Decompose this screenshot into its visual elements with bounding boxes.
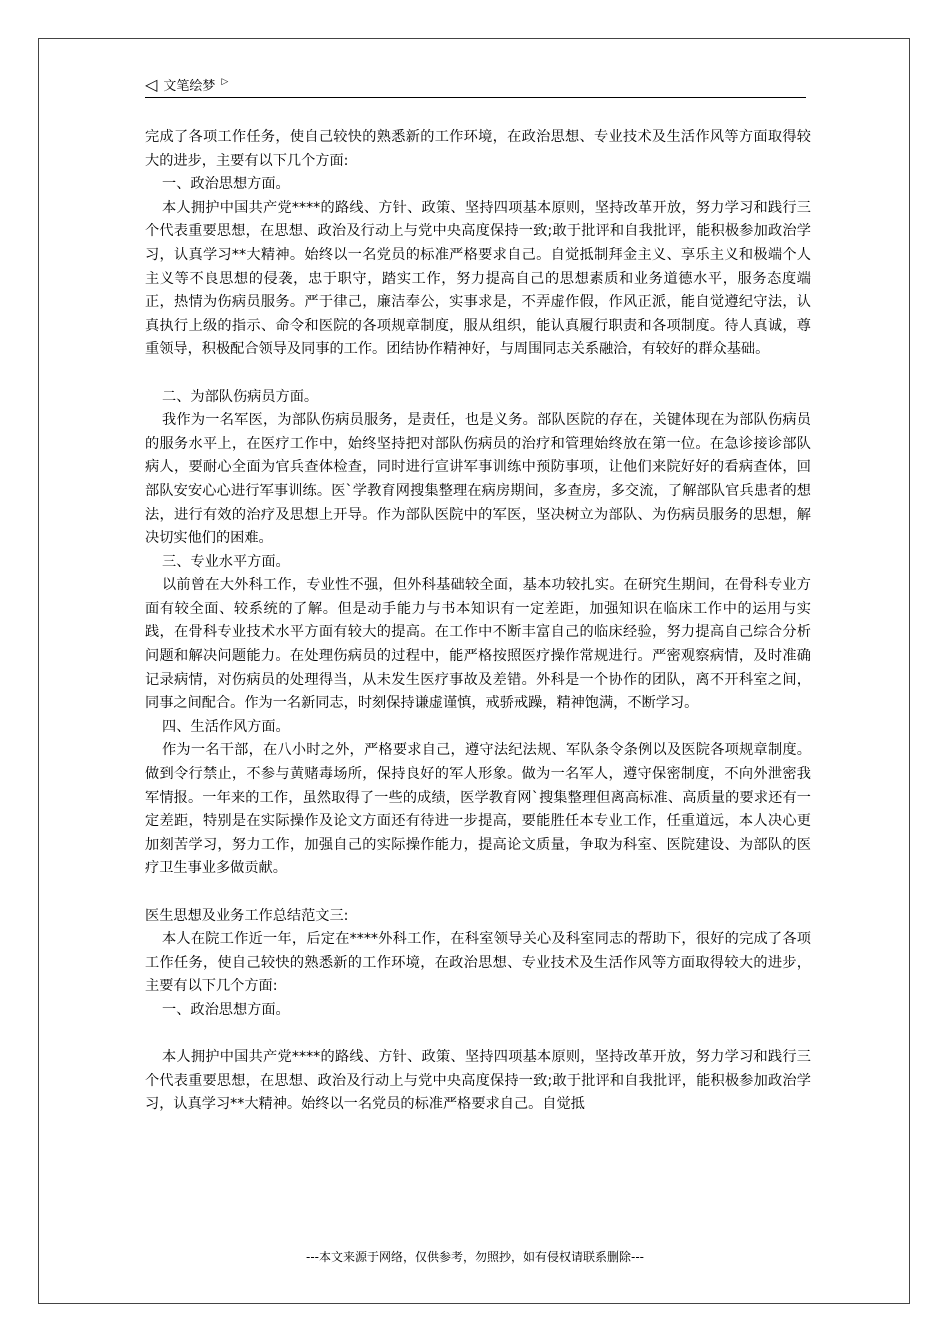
page-header [145,72,806,98]
paragraph: 本人拥护中国共产党****的路线、方针、政策、坚持四项基本原则，坚持改革开放，努力学习和践行三个代表重要思想，在思想、政治及行动上与党中央高度保持一致;敢于批评和自我批评，能积极参加政治学习，认真学习**大精神。始终以一名党员的标准严格要求自己。自觉抵制拜金主义、享乐主义和极端个人主义等不良思想的侵袭，忠于职守，踏实工作，努力提高自己的思想素质和业务道德水平，服务态度端正，热情为伤病员服务。严于律己，廉洁奉公，实事求是，不弄虚作假，作风正派，能自觉遵纪守法，认真执行上级的指示、命令和医院的各项规章制度，服从组织，能认真履行职责和各项制度。待人真诚，尊重领导，积极配合领导及同事的工作。团结协作精神好，与周围同志关系融洽，有较好的群众基础。 [145,199,811,358]
blank-line [145,1023,811,1047]
paragraph: 以前曾在大外科工作，专业性不强，但外科基础较全面，基本功较扎实。在研究生期间，在骨科专业方面有较全面、较系统的了解。但是动手能力与书本知识有一定差距，加强知识在临床工作中的运用与实践，在骨科专业技术水平方面有较大的提高。在工作中不断丰富自己的临床经验，努力提高自己综合分析问题和解决问题能力。在处理伤病员的过程中，能严格按照医疗操作常规进行。严密观察病情，及时准确记录病情，对伤病员的处理得当，从未发生医疗事故及差错。外科是一个协作的团队，离不开科室之间，同事之间配合。作为一名新同志，时刻保持谦虚谨慎，戒骄戒躁，精神饱满，不断学习。 [145,577,811,712]
document-body [145,126,811,1117]
blank-line [145,362,811,386]
blank-line [145,881,811,905]
triangle-right-icon: ▷ [221,76,229,87]
triangle-left-icon: ◁ [145,74,158,94]
footer-disclaimer: ---本文来源于网络，仅供参考，勿照抄，如有侵权请联系删除--- [306,1250,644,1264]
paragraph: 一、政治思想方面。 [162,1001,290,1018]
paragraph: 医生思想及业务工作总结范文三: [145,907,349,924]
paragraph: 本人拥护中国共产党****的路线、方针、政策、坚持四项基本原则，坚持改革开放，努力学习和践行三个代表重要思想，在思想、政治及行动上与党中央高度保持一致;敢于批评和自我批评，能积极参加政治学习，认真学习**大精神。始终以一名党员的标准严格要求自己。自觉抵 [145,1049,811,1113]
paragraph: 一、政治思想方面。 [162,176,290,193]
paragraph: 四、生活作风方面。 [162,718,290,735]
paragraph: 作为一名干部，在八小时之外，严格要求自己，遵守法纪法规、军队条令条例以及医院各项规章制度。做到令行禁止，不参与黄赌毒场所，保持良好的军人形象。做为一名军人，遵守保密制度，不向外泄密我军情报。一年来的工作，虽然取得了一些的成绩，医学教育网`搜集整理但离高标准、高质量的要求还有一定差距，特别是在实际操作及论文方面还有待进一步提高，要能胜任本专业工作，任重道远，本人决心更加刻苦学习，努力工作，加强自己的实际操作能力，提高论文质量，争取为科室、医院建设、为部队的医疗卫生事业多做贡献。 [145,742,811,877]
paragraph: 完成了各项工作任务，使自己较快的熟悉新的工作环境，在政治思想、专业技术及生活作风等方面取得较大的进步，主要有以下几个方面: [145,129,811,169]
paragraph: 二、为部队伤病员方面。 [162,388,319,405]
paragraph: 三、专业水平方面。 [162,553,290,570]
header-title: 文笔绘梦 [163,79,216,94]
paragraph: 我作为一名军医，为部队伤病员服务，是责任，也是义务。部队医院的存在，关键体现在为部队伤病员的服务水平上，在医疗工作中，始终坚持把对部队伤病员的治疗和管理始终放在第一位。在急诊接诊部队病人，要耐心全面为官兵查体检查，同时进行宣讲军事训练中预防事项，让他们来院好好的看病查体，回部队安安心心进行军事训练。医`学教育网搜集整理在病房期间，多查房，多交流，了解部队官兵患者的想法，进行有效的治疗及思想上开导。作为部队医院中的军医，坚决树立为部队、为伤病员服务的思想，解决切实他们的困难。 [145,412,811,547]
paragraph: 本人在院工作近一年，后定在****外科工作，在科室领导关心及科室同志的帮助下，很好的完成了各项工作任务，使自己较快的熟悉新的工作环境，在政治思想、专业技术及生活作风等方面取得较大的进步，主要有以下几个方面: [145,931,811,995]
